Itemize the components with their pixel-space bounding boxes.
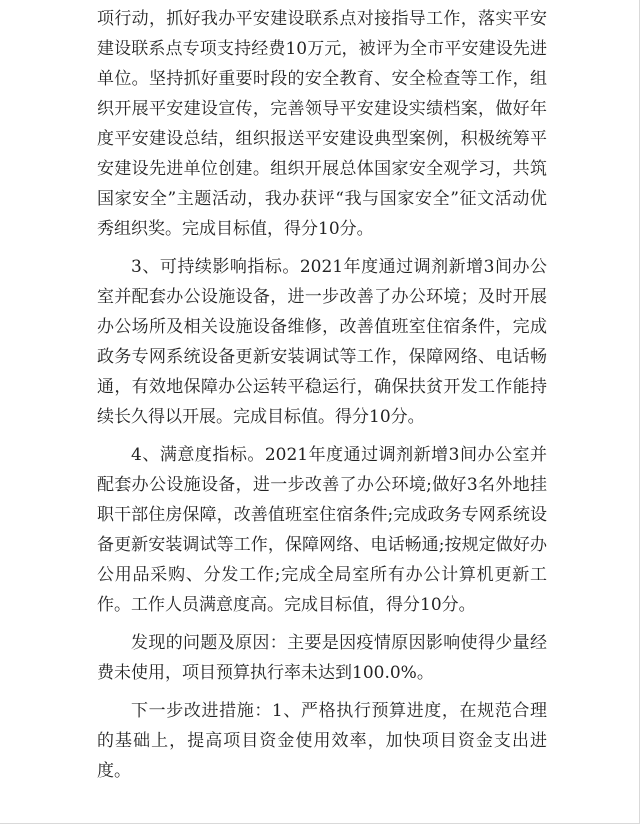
paragraph-continued: 项行动，抓好我办平安建设联系点对接指导工作，落实平安建设联系点专项支持经费10万元，被评为全市平安建设先进单位。坚持抓好重要时段的安全教育、安全检查等工作，组织开展平安建设宣传，完善领导平安建设实绩档案，做好年度平安建设总结，组织报送平安建设典型案例，积极统筹平安建设先进单位创建。组织开展总体国家安全观学习，共筑国家安全”主题活动，我办获评“我与国家安全”征文活动优秀组织奖。完成目标值，得分10分。 xyxy=(97,9,547,239)
paragraph-satisfaction-indicator: 4、满意度指标。2021年度通过调剂新增3间办公室并配套办公设施设备，进一步改善了办公环境;做好3名外地挂职干部住房保障，改善值班室住宿条件;完成政务专网系统设备更新安装调试等工作，保障网络、电话畅通;按规定做好办公用品采购、分发工作;完成全局室所有办公计算机更新工作。工作人员满意度高。完成目标值，得分10分。 xyxy=(97,445,547,615)
paragraph-problems-causes: 发现的问题及原因：主要是因疫情原因影响使得少量经费未使用，项目预算执行率未达到100.0%。 xyxy=(97,633,547,683)
document-body xyxy=(97,4,547,794)
paragraph-next-steps: 下一步改进措施：1、严格执行预算进度，在规范合理的基础上，提高项目资金使用效率，加快项目资金支出进度。 xyxy=(97,701,547,781)
paragraph-sustainability-indicator: 3、可持续影响指标。2021年度通过调剂新增3间办公室并配套办公设施设备，进一步改善了办公环境；及时开展办公场所及相关设施设备维修，改善值班室住宿条件，完成政务专网系统设备更新安装调试等工作，保障网络、电话畅通，有效地保障办公运转平稳运行，确保扶贫开发工作能持续长久得以开展。完成目标值。得分10分。 xyxy=(97,257,547,427)
